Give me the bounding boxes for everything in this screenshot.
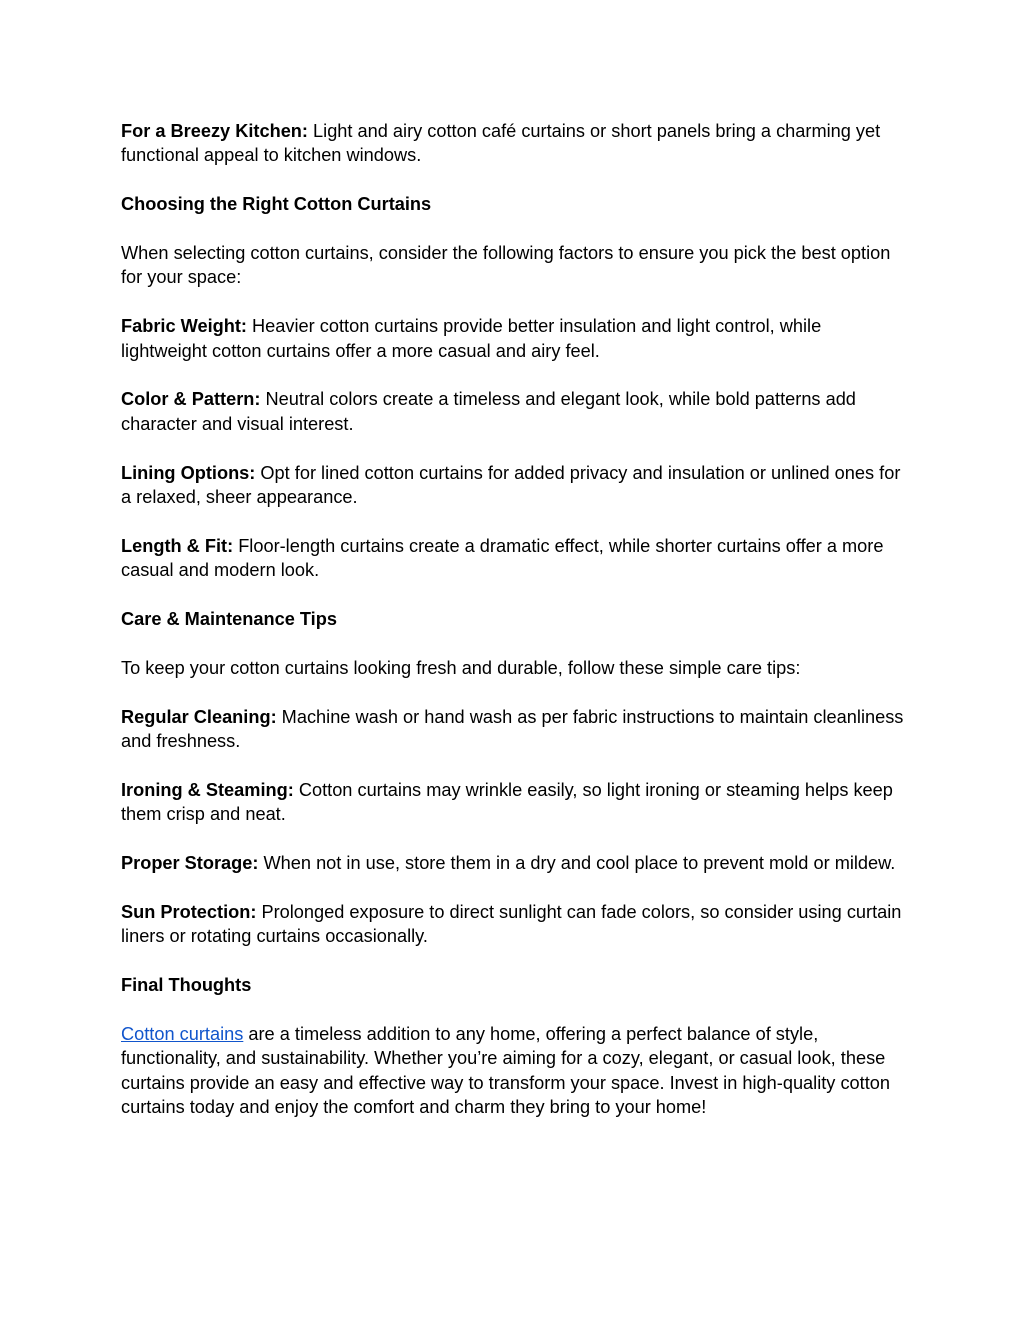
final-body-text: are a timeless addition to any home, offering a perfect balance of style, functionality, and sustainability. Whether you’re aiming for a cozy, elegant, or casual look, these curtains provide an easy and effective way to transform your space. Invest in high-quality cotton curtains today and enjoy the comfort and charm they bring to your home!: [121, 1023, 890, 1118]
item-label: For a Breezy Kitchen:: [121, 121, 308, 141]
final-paragraph: [121, 1022, 911, 1120]
section-intro-choosing: When selecting cotton curtains, consider the following factors to ensure you pick the best option for your space:: [121, 243, 891, 288]
item-label: Color & Pattern:: [121, 389, 261, 410]
section-intro-care: To keep your cotton curtains looking fresh and durable, follow these simple care tips:: [121, 657, 801, 678]
list-item-fabric-weight: [121, 314, 911, 363]
cotton-curtains-link[interactable]: Cotton curtains: [121, 1023, 244, 1044]
item-text: Cotton curtains may wrinkle easily, so light ironing or steaming helps keep them crisp and neat.: [121, 779, 893, 825]
item-text: Light and airy cotton café curtains or short panels bring a charming yet functional appeal to kitchen windows.: [121, 121, 881, 166]
list-item-lining-options: [121, 461, 911, 510]
item-label: Length & Fit:: [121, 535, 234, 556]
item-label: Fabric Weight:: [121, 316, 247, 337]
list-item-color-pattern: [121, 387, 911, 436]
item-text: Opt for lined cotton curtains for added privacy and insulation or unlined ones for a relaxed, sheer appearance.: [121, 462, 901, 508]
list-item-regular-cleaning: [121, 705, 911, 754]
item-label: Ironing & Steaming:: [121, 779, 294, 800]
item-text: When not in use, store them in a dry and cool place to prevent mold or mildew.: [258, 853, 896, 874]
section-heading-choosing: Choosing the Right Cotton Curtains: [121, 194, 432, 215]
item-label: Lining Options:: [121, 462, 256, 483]
list-item-proper-storage: [121, 851, 911, 875]
list-item-length-fit: [121, 534, 911, 583]
item-label: Sun Protection:: [121, 901, 257, 922]
intro-item: [121, 119, 911, 168]
item-text: Machine wash or hand wash as per fabric instructions to maintain cleanliness and freshness.: [121, 706, 904, 752]
list-item-sun-protection: [121, 900, 911, 949]
list-item-ironing-steaming: [121, 778, 911, 827]
item-text: Prolonged exposure to direct sunlight can fade colors, so consider using curtain liners or rotating curtains occasionally.: [121, 901, 902, 947]
item-text: Heavier cotton curtains provide better insulation and light control, while lightweight cotton curtains offer a more casual and airy feel.: [121, 316, 822, 361]
item-text: Neutral colors create a timeless and elegant look, while bold patterns add character and visual interest.: [121, 389, 856, 434]
section-heading-final: Final Thoughts: [121, 975, 252, 996]
document-page: [121, 119, 911, 1144]
item-label: Regular Cleaning:: [121, 706, 277, 727]
item-label: Proper Storage:: [121, 853, 259, 874]
section-heading-care: Care & Maintenance Tips: [121, 609, 337, 630]
item-text: Floor-length curtains create a dramatic effect, while shorter curtains offer a more casual and modern look.: [121, 535, 884, 581]
